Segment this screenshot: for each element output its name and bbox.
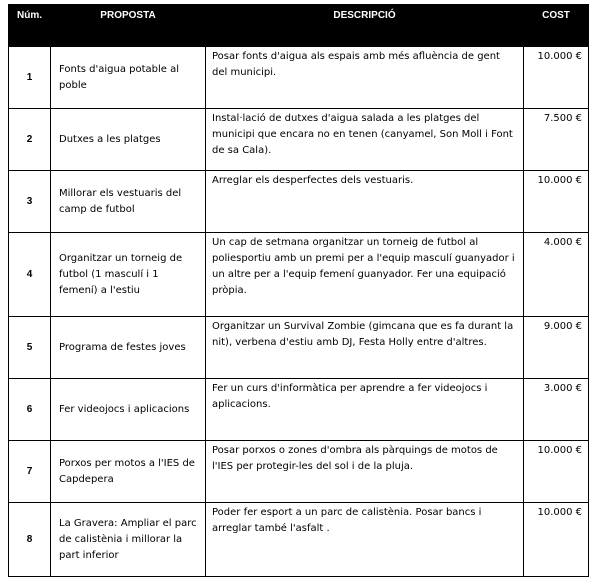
table-row: [9, 109, 589, 171]
row-number: 4: [9, 233, 51, 317]
row-cost: 9.000 €: [524, 317, 589, 379]
row-number: 5: [9, 317, 51, 379]
row-proposal: La Gravera: Ampliar el parc de calistènia i millorar la part inferior: [51, 503, 206, 577]
row-description: Instal·lació de dutxes d'aigua salada a les platges del municipi que encara no en tenen (canyamel, Son Moll i Font de sa Cala).: [206, 109, 524, 171]
header-num: Núm.: [9, 5, 51, 47]
row-proposal: Organitzar un torneig de futbol (1 masculí i 1 femení) a l'estiu: [51, 233, 206, 317]
proposals-table: [8, 4, 589, 577]
row-cost: 3.000 €: [524, 379, 589, 441]
row-cost: 10.000 €: [524, 503, 589, 577]
row-cost: 10.000 €: [524, 47, 589, 109]
row-description: Posar fonts d'aigua als espais amb més afluència de gent del municipi.: [206, 47, 524, 109]
row-number: 7: [9, 441, 51, 503]
table-row: [9, 503, 589, 577]
row-cost: 7.500 €: [524, 109, 589, 171]
row-description: Organitzar un Survival Zombie (gimcana que es fa durant la nit), verbena d'estiu amb DJ, Festa Holly entre d'altres.: [206, 317, 524, 379]
row-proposal: Porxos per motos a l'IES de Capdepera: [51, 441, 206, 503]
row-cost: 10.000 €: [524, 441, 589, 503]
row-number: 6: [9, 379, 51, 441]
table-header: [9, 5, 589, 47]
header-description: DESCRIPCIÓ: [206, 5, 524, 47]
row-description: Un cap de setmana organitzar un torneig de futbol al poliesportiu amb un premi per a l'equip masculí guanyador i un altre per a l'equip femení guanyador. Fer una equipació pròpia.: [206, 233, 524, 317]
table-row: [9, 441, 589, 503]
row-proposal: Fer videojocs i aplicacions: [51, 379, 206, 441]
table-row: [9, 317, 589, 379]
row-number: 1: [9, 47, 51, 109]
row-cost: 4.000 €: [524, 233, 589, 317]
table-row: [9, 171, 589, 233]
row-description: Fer un curs d'informàtica per aprendre a fer videojocs i aplicacions.: [206, 379, 524, 441]
row-proposal: Millorar els vestuaris del camp de futbol: [51, 171, 206, 233]
table-row: [9, 233, 589, 317]
row-proposal: Fonts d'aigua potable al poble: [51, 47, 206, 109]
row-proposal: Dutxes a les platges: [51, 109, 206, 171]
row-cost: 10.000 €: [524, 171, 589, 233]
row-description: Arreglar els desperfectes dels vestuaris.: [206, 171, 524, 233]
row-number: 2: [9, 109, 51, 171]
row-number: 8: [9, 503, 51, 577]
table-row: [9, 47, 589, 109]
row-proposal: Programa de festes joves: [51, 317, 206, 379]
table-row: [9, 379, 589, 441]
header-cost: COST: [524, 5, 589, 47]
row-description: Posar porxos o zones d'ombra als pàrquings de motos de l'IES per protegir-les del sol i de la pluja.: [206, 441, 524, 503]
row-number: 3: [9, 171, 51, 233]
header-proposal: PROPOSTA: [51, 5, 206, 47]
row-description: Poder fer esport a un parc de calistènia. Posar bancs i arreglar també l'asfalt .: [206, 503, 524, 577]
